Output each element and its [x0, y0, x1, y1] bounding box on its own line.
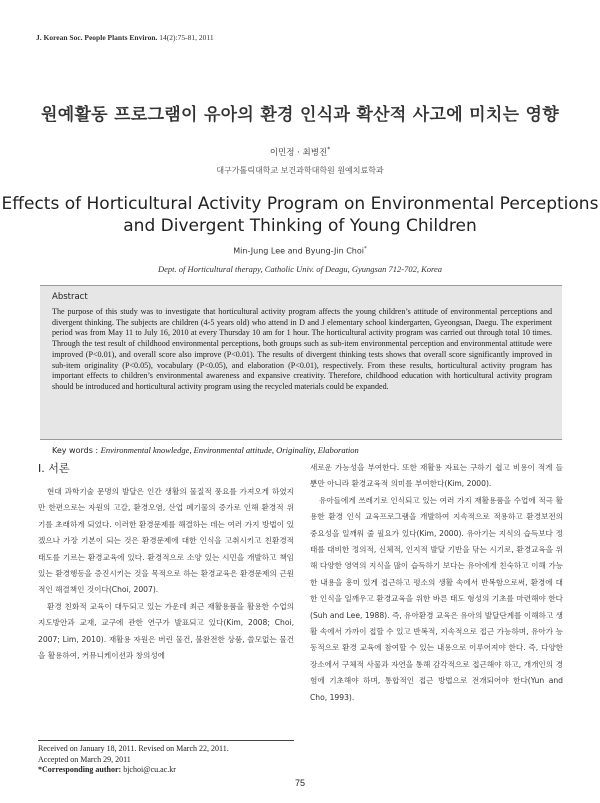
- english-author-names: Min-Jung Lee and Byung-Jin Choi: [233, 246, 364, 256]
- abstract-text: The purpose of this study was to investigate that horticultural activity program affects the young children’s attitude of environmental perceptions and divergent thinking. The subjects are children (4-5 years old) who attend in D and J elementary school kindergarten, Gyeongsan, Daegu. The experiment period was from May 11 to July 16, 2010 at every Thursday 10 am for 1 hour. The horticultural activity program was carried out through total 10 times. Through the test result of childhood environmental perceptions, both groups such as sub-item environmental perception and environmental attitude were improved (P<0.01), and overall score also improve (P<0.01). The results of divergent thinking tests shows that overall score significantly improved in sub-item originality (P<0.05), vocabulary (P<0.05), and elaboration (P<0.01), respectively. From these results, horticultural activity program has important effects to children’s environmental awareness and expansive creativity. Therefore, childhood education with horticultural activity program should be introduced and horticultural activity program using the recycled materials could be expanded.: [52, 307, 552, 391]
- right-paragraph-1: 새로운 가능성을 부여한다. 또한 재활용 자료는 구하기 쉽고 비용이 적게 들 뿐만 아니라 환경교육적 의미를 부여한다(Kim, 2000).: [310, 463, 563, 489]
- corresponding-mark: *: [327, 146, 331, 154]
- keywords: [52, 445, 359, 455]
- english-title-line-1: Effects of Horticultural Activity Program on Environmental Perceptions: [1, 194, 599, 214]
- left-paragraph-1: 현대 과학기술 문명의 발달은 인간 생활의 물질적 풍요를 가져오게 하였지만 한편으로는 자원의 고갈, 환경오염, 산업 폐기물의 증가로 인해 환경적 위기를 초래하게 되었다. 이러한 환경문제를 해결하는 데는 여러 가지 방법이 있겠으나 가장 기본이 되는 것은 환경문제에 대한 인식을 고취시키고 친환경적 태도를 기르는 환경교육에 있다. 환경적으로 소양 있는 시민을 개발하고 책임 있는 환경행동을 증진시키는 것을 목적으로 하는 환경교육은 환경문제의 근원적인 해결책인 것이다(Choi, 2007).: [38, 487, 294, 595]
- journal-issue: 14(2):75-81, 2011: [159, 33, 214, 42]
- corresponding-email[interactable]: bjchoi@cu.ac.kr: [123, 765, 176, 774]
- journal-name: J. Korean Soc. People Plants Environ.: [36, 33, 158, 42]
- right-paragraph-2: 유아들에게 쓰레기로 인식되고 있는 여러 가지 재활용품을 수업에 적극 활용한 환경 인식 교육프로그램을 개발하여 지속적으로 적용하고 환경보전의 중요성을 일깨워 줄 필요가 있다(Kim, 2000). 유아기는 지식의 습득보다 정태를 대비한 정의적, 신체적, 인지적 발달 기반을 닦는 시기로, 환경교육을 위해 다양한 영역의 지식을 많이 습득하기 보다는 유아에게 친숙하고 이해 가능한 내용을 흥미 있게 접근하고 평소의 생활 속에서 반복함으로써, 환경에 대한 인식을 일깨우고 환경교육을 위한 바른 태도 형성의 기초를 마련해야 한다(Suh and Lee, 1988). 즉, 유아환경 교육은 유아의 발달단계를 이해하고 생활 속에서 가까이 접할 수 있고 반복적, 지속적으로 접근 가능하며, 유아가 능동적으로 환경 교육에 참여할 수 있는 내용으로 이루어져야 한다. 즉, 다양한 장소에서 구체적 사물과 자연을 통해 감각적으로 접근해야 하고, 개개인의 경험에 기초해야 하며, 통합적인 접근 방법으로 전개되어야 한다(Yun and Cho, 1993).: [310, 495, 563, 702]
- korean-title: 원예활동 프로그램이 유아의 환경 인식과 확산적 사고에 미치는 영향: [41, 105, 559, 125]
- corresponding-mark-en: *: [363, 246, 367, 252]
- english-authors: [0, 246, 600, 256]
- received-note: Received on January 18, 2011. Revised on March 22, 2011.: [38, 744, 229, 753]
- accepted-note: Accepted on March 29, 2011: [38, 754, 131, 764]
- korean-affiliation: 대구가톨릭대학교 보건과학대학원 원예치료학과: [216, 166, 384, 175]
- english-title: [0, 193, 600, 237]
- keywords-label: Key words :: [52, 446, 99, 455]
- english-affiliation: Dept. of Horticultural therapy, Catholic Univ. of Deagu, Gyungsan 712-702, Korea: [157, 264, 442, 274]
- korean-author-names: 이민정 · 최병진: [269, 148, 328, 158]
- journal-citation: [36, 33, 214, 42]
- abstract-heading: Abstract: [52, 292, 88, 302]
- corresponding-label: *Corresponding author:: [38, 765, 122, 774]
- right-column: [310, 460, 563, 706]
- footnotes: [38, 744, 294, 776]
- abstract-box: [40, 285, 562, 440]
- corresponding-note: [38, 765, 294, 776]
- keywords-text: Environmental knowledge, Environmental attitude, Originality, Elaboration: [100, 445, 359, 455]
- left-column: [38, 484, 294, 664]
- korean-authors: [0, 146, 600, 158]
- english-title-line-2: and Divergent Thinking of Young Children: [123, 216, 477, 236]
- section-heading-introduction: Ⅰ. 서론: [38, 462, 70, 475]
- page-number: 75: [294, 778, 305, 788]
- footnote-divider: [38, 740, 294, 741]
- left-paragraph-2: 환경 친화적 교육이 대두되고 있는 가운데 최근 재활용품을 활용한 수업의 지도방안과 교재, 교구에 관한 연구가 발표되고 있다(Kim, 2008; Choi, 2007; Lim, 2010). 재활용 자원은 버린 물건, 불완전한 상품, 쓸모없는 물건을 활용하여, 커뮤니케이션과 창의성에: [38, 601, 294, 661]
